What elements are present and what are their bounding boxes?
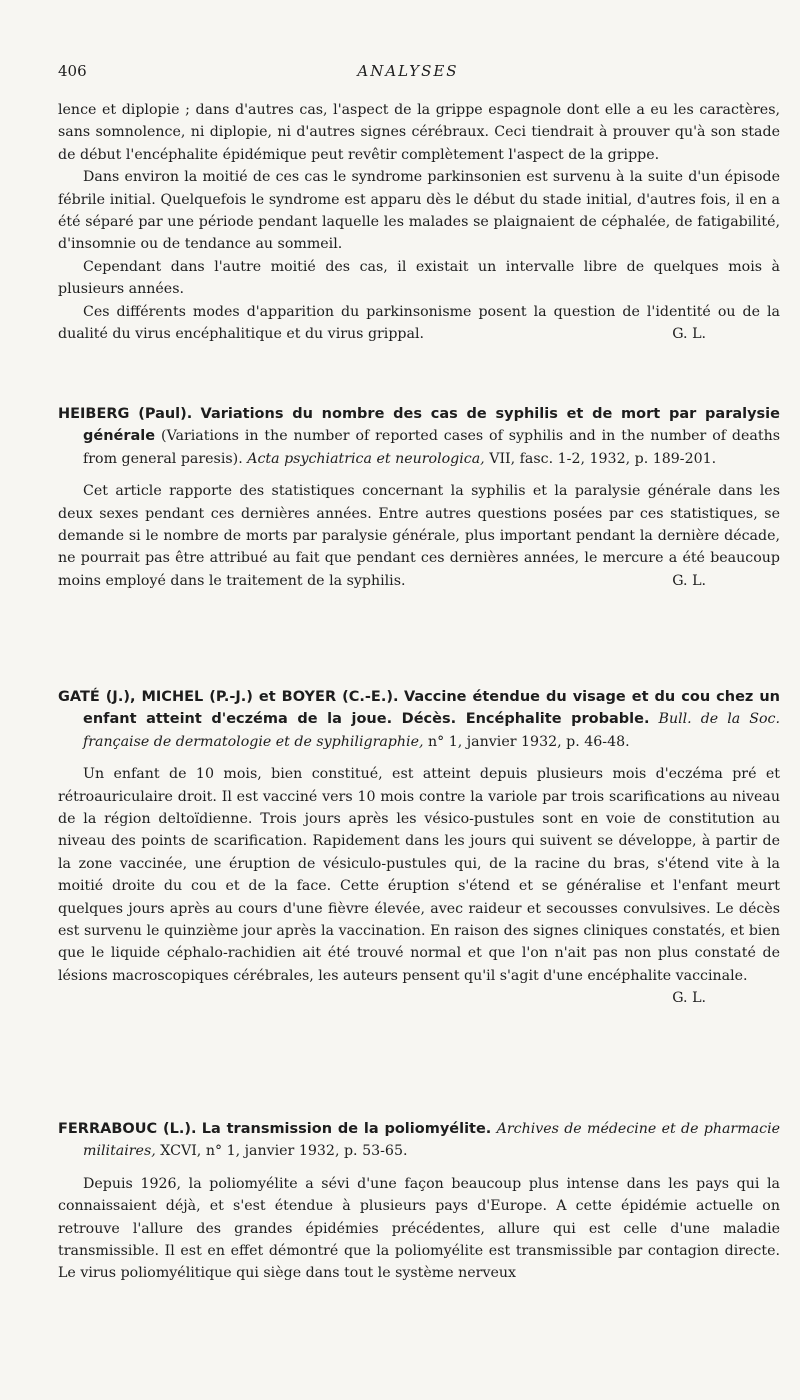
running-header: [58, 62, 758, 84]
entry-journal: Archives de médecine et de pharmacie militaires,: [83, 1121, 781, 1160]
entry-body: [58, 763, 780, 1007]
entry-heading: [58, 686, 780, 753]
intro-paragraph-2: Dans environ la moitié de ces cas le syndrome parkinsonien est survenu à la suite d'un épisode fébrile initial. Quelquefois le syndrome est apparu dès le début du stade initial, d'autres fois, il en a été séparé par une période pendant laquelle les malades se plaignaient de céphalée, de fatigabilité, d'insomnie ou de tendance au sommeil.: [58, 169, 780, 253]
intro-paragraph-1: lence et diplopie ; dans d'autres cas, l'aspect de la grippe espagnole dont elle a eu les caractères, sans somnolence, ni diplopie, ni d'autres signes cérébraux. Ceci tiendrait à prouver qu'à son stade de début l'encéphalite épidémique peut revêtir complètement l'aspect de la grippe.: [58, 102, 780, 163]
page-number: 406: [58, 62, 87, 80]
entry-translation: (Variations in the number of reported cases of syphilis and in the number of deaths from general paresis).: [83, 428, 780, 467]
running-title: ANALYSES: [357, 62, 459, 80]
signature: G. L.: [672, 326, 706, 343]
entry-citation: XCVI, n° 1, janvier 1932, p. 53-65.: [160, 1143, 408, 1160]
entry-authors: FERRABOUC (L.).: [58, 1121, 197, 1137]
entry-authors: GATÉ (J.), MICHEL (P.-J.) et BOYER (C.-E.).: [58, 689, 399, 705]
signature: G. L.: [672, 990, 706, 1007]
entry-citation: VII, fasc. 1-2, 1932, p. 189-201.: [489, 450, 717, 467]
entry-ferrabouc: [58, 1118, 780, 1285]
entry-body-text: Cet article rapporte des statistiques concernant la syphilis et la paralysie générale dans les deux sexes pendant ces dernières années. Entre autres questions posées par ces statistiques, se demande si le nombre de morts par paralysie générale, plus important pendant la dernière décade, ne pourrait pas être attribué au fait que pendant ces dernières années, le mercure a été beaucoup moins employé dans le traitement de la syphilis.: [58, 483, 780, 589]
entry-title: Variations du nombre des cas de syphilis et de mort par paralysie générale: [83, 406, 780, 445]
entry-citation: n° 1, janvier 1932, p. 46-48.: [428, 733, 630, 750]
entry-journal: Bull. de la Soc. française de dermatologie et de syphiligraphie,: [83, 711, 780, 750]
entry-journal: Acta psychiatrica et neurologica,: [247, 450, 485, 467]
entry-title: La transmission de la poliomyélite.: [201, 1121, 492, 1137]
entry-authors: HEIBERG (Paul).: [58, 406, 193, 422]
entry-gate: [58, 686, 780, 1010]
entry-heiberg: [58, 403, 780, 592]
entry-heading: [58, 1118, 780, 1163]
entry-body: [58, 480, 780, 592]
entry-title: Vaccine étendue du visage et du cou chez un enfant atteint d'eczéma de la joue. Décès. Encéphalite probable.: [83, 689, 780, 728]
intro-paragraph-3: Cependant dans l'autre moitié des cas, il existait un intervalle libre de quelques mois à plusieurs années.: [58, 258, 780, 298]
entry-body-text: Un enfant de 10 mois, bien constitué, est atteint depuis plusieurs mois d'eczéma pré et rétroauriculaire droit. Il est vacciné vers 10 mois contre la variole par trois scarifications au niveau de la région deltoïdienne. Trois jours après les vésico-pustules sont en voie de constitution au niveau des points de scarification. Rapidement dans les jours qui suivent se développe, à partir de la zone vaccinée, une éruption de vésiculo-pustules qui, de la racine du bras, s'étend vite à la moitié droite du cou et de la face. Cette éruption s'étend et se généralise et l'enfant meurt quelques jours après au cours d'une fièvre élevée, avec raideur et secousses convulsives. Le décès est survenu le quinzième jour après la vaccination. En raison des signes cliniques constatés, et bien que le liquide céphalo-rachidien ait été trouvé normal et que l'on n'ait pas non plus constaté de lésions macroscopiques cérébrales, les auteurs pensent qu'il s'agit d'une encéphalite vaccinale.: [58, 766, 780, 984]
intro-paragraph-4: [58, 301, 780, 346]
paragraph-text: Ces différents modes d'apparition du parkinsonisme posent la question de l'identité ou de la dualité du virus encéphalitique et du virus grippal.: [58, 303, 780, 343]
intro-section: [58, 99, 780, 345]
entry-body: Depuis 1926, la poliomyélite a sévi d'une façon beaucoup plus intense dans les pays qui la connaissaient déjà, et s'est étendue à plusieurs pays d'Europe. A cette épidémie actuelle on retrouve l'allure des grandes épidémies précédentes, allure qui est celle d'une maladie transmissible. Il est en effet démontré que la poliomyélite est transmissible par contagion directe. Le virus poliomyélitique qui siège dans tout le système nerveux: [58, 1175, 780, 1282]
entry-heading: [58, 403, 780, 470]
signature: G. L.: [672, 572, 706, 589]
